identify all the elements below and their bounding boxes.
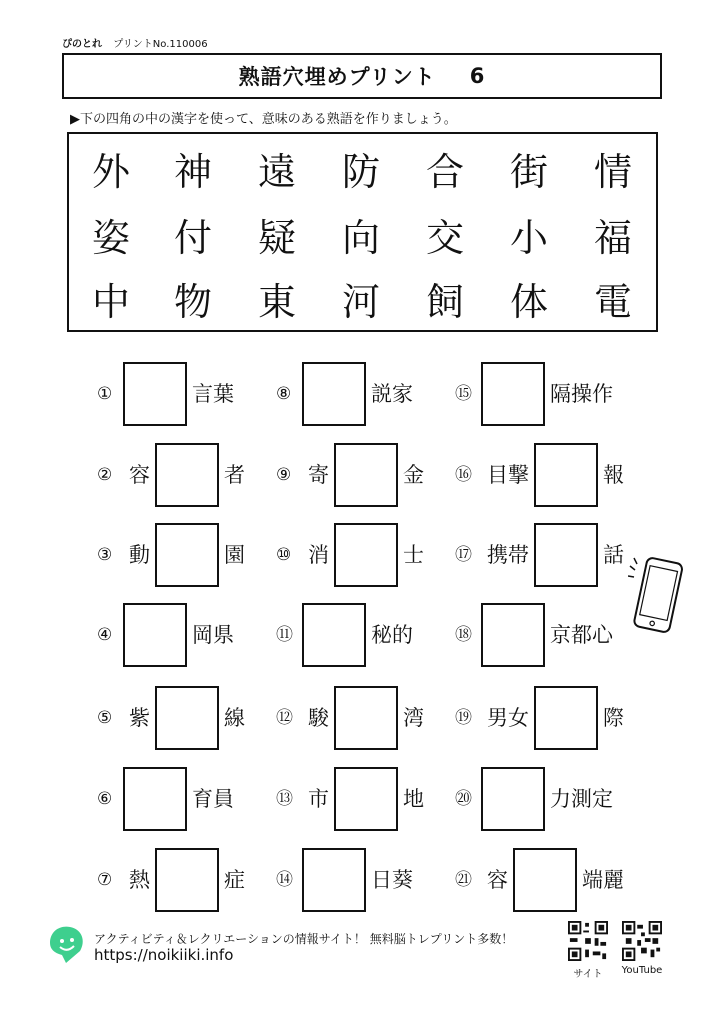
answer-box[interactable]: [481, 362, 545, 426]
question-suffix: 報: [603, 463, 624, 487]
question-number: ⑭: [276, 870, 293, 890]
question-number: ⑱: [455, 625, 472, 645]
question-suffix: 線: [224, 706, 245, 730]
question-suffix: 士: [403, 543, 424, 567]
kanji-choice: 情: [593, 150, 632, 194]
qr-youtube-label: YouTube: [621, 965, 663, 976]
page-title: 熟語穴埋めプリント: [238, 65, 436, 89]
answer-box[interactable]: [534, 443, 598, 507]
kanji-choice: 交: [425, 216, 464, 260]
header-brand: [62, 35, 208, 50]
question-suffix: 京都心: [550, 623, 613, 647]
question-number: ⑮: [455, 384, 472, 404]
answer-box[interactable]: [155, 523, 219, 587]
kanji-choice: 疑: [257, 216, 296, 260]
answer-box[interactable]: [302, 848, 366, 912]
question-suffix: 症: [224, 868, 245, 892]
question-suffix: 日葵: [371, 868, 413, 892]
question-suffix: 隔操作: [550, 382, 613, 406]
question-suffix: 地: [403, 787, 424, 811]
question-number: ⑤: [97, 708, 113, 728]
answer-box[interactable]: [155, 443, 219, 507]
print-number: プリントNo.110006: [113, 39, 208, 50]
question-number: ⑨: [276, 465, 292, 485]
question-number: ②: [97, 465, 113, 485]
qr-site-label: サイト: [573, 969, 603, 980]
question-number: ㉑: [455, 870, 472, 890]
question-prefix: 消: [308, 543, 329, 567]
answer-box[interactable]: [123, 603, 187, 667]
kanji-choice: 合: [425, 150, 464, 194]
answer-box[interactable]: [123, 767, 187, 831]
question-suffix: 力測定: [550, 787, 613, 811]
footer-tagline: アクティビティ＆レクリエーションの情報サイト！ 無料脳トレプリント多数！: [94, 932, 514, 946]
title-box: [62, 53, 662, 99]
brand-name: ぴのとれ: [62, 39, 102, 50]
kanji-choice: 神: [173, 150, 212, 194]
kanji-choice: 河: [341, 280, 380, 324]
question-number: ④: [97, 625, 113, 645]
kanji-choice: 防: [341, 150, 380, 194]
question-prefix: 男女: [487, 706, 529, 730]
question-suffix: 説家: [371, 382, 413, 406]
question-number: ⑩: [276, 545, 292, 565]
answer-box[interactable]: [123, 362, 187, 426]
question-suffix: 秘的: [371, 623, 413, 647]
question-suffix: 育員: [192, 787, 234, 811]
question-suffix: 端麗: [582, 868, 624, 892]
smartphone-icon: [628, 552, 688, 640]
question-suffix: 湾: [403, 706, 424, 730]
answer-box[interactable]: [481, 603, 545, 667]
kanji-choice: 中: [91, 280, 130, 324]
kanji-choice: 外: [91, 150, 130, 194]
answer-box[interactable]: [302, 603, 366, 667]
answer-box[interactable]: [302, 362, 366, 426]
question-number: ⑥: [97, 789, 113, 809]
answer-box[interactable]: [513, 848, 577, 912]
answer-box[interactable]: [534, 686, 598, 750]
question-number: ⑯: [455, 465, 472, 485]
answer-box[interactable]: [155, 686, 219, 750]
question-suffix: 金: [403, 463, 424, 487]
kanji-choice: 福: [593, 216, 632, 260]
question-number: ⑬: [276, 789, 293, 809]
question-prefix: 紫: [129, 706, 150, 730]
question-prefix: 市: [308, 787, 329, 811]
question-number: ⑧: [276, 384, 292, 404]
answer-box[interactable]: [334, 767, 398, 831]
question-prefix: 動: [129, 543, 150, 567]
answer-box[interactable]: [534, 523, 598, 587]
answer-box[interactable]: [334, 686, 398, 750]
question-number: ③: [97, 545, 113, 565]
answer-box[interactable]: [334, 523, 398, 587]
question-suffix: 話: [603, 543, 624, 567]
instruction-text: ▶下の四角の中の漢字を使って、意味のある熟語を作りましょう。: [70, 112, 457, 127]
kanji-choice: 姿: [91, 216, 130, 260]
question-number: ⑲: [455, 708, 472, 728]
question-suffix: 岡県: [192, 623, 234, 647]
question-number: ⑳: [455, 789, 472, 809]
question-number: ⑫: [276, 708, 293, 728]
question-prefix: 熱: [129, 868, 150, 892]
question-prefix: 駿: [308, 706, 329, 730]
kanji-choice: 街: [509, 150, 548, 194]
kanji-choice: 物: [173, 280, 212, 324]
question-number: ⑦: [97, 870, 113, 890]
kanji-choice: 付: [173, 216, 212, 260]
question-suffix: 園: [224, 543, 245, 567]
kanji-choice: 遠: [257, 150, 296, 194]
site-logo-icon: [44, 923, 88, 967]
kanji-choice: 東: [257, 280, 296, 324]
answer-box[interactable]: [481, 767, 545, 831]
kanji-choices-box: [67, 132, 658, 332]
kanji-choice: 体: [509, 280, 548, 324]
question-prefix: 寄: [308, 463, 329, 487]
qr-code-site-icon[interactable]: [568, 921, 608, 961]
question-prefix: 携帯: [487, 543, 529, 567]
question-suffix: 者: [224, 463, 245, 487]
question-prefix: 目撃: [487, 463, 529, 487]
question-prefix: 容: [129, 463, 150, 487]
question-number: ①: [97, 384, 113, 404]
question-suffix: 際: [603, 706, 624, 730]
title-number: 6: [469, 64, 486, 88]
question-number: ⑰: [455, 545, 472, 565]
kanji-choice: 飼: [425, 280, 464, 324]
answer-box[interactable]: [155, 848, 219, 912]
kanji-choice: 小: [509, 216, 548, 260]
qr-code-youtube-icon[interactable]: [622, 921, 662, 961]
kanji-choice: 電: [593, 280, 632, 324]
question-suffix: 言葉: [192, 382, 234, 406]
question-prefix: 容: [487, 868, 508, 892]
answer-box[interactable]: [334, 443, 398, 507]
kanji-choice: 向: [341, 216, 380, 260]
question-number: ⑪: [276, 625, 293, 645]
footer-url[interactable]: https://noikiiki.info: [94, 946, 234, 964]
